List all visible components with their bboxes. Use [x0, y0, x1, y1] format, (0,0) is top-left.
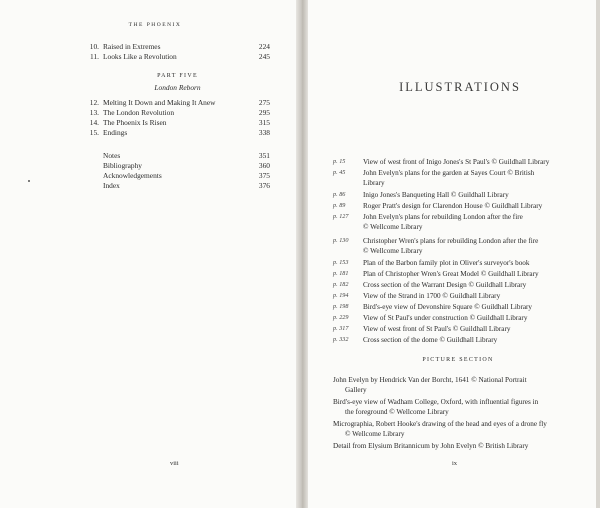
page-number-left: viii [170, 460, 179, 467]
part-label: PART FIVE [157, 73, 198, 79]
chapter-title: Endings [103, 128, 128, 137]
chapter-number: 15. [89, 128, 99, 137]
page-edge [596, 0, 600, 508]
illustration-page-ref: p. 89 [333, 202, 346, 209]
illustration-caption-continued: Library [363, 179, 385, 187]
toc-row [85, 98, 270, 108]
back-matter-title: Notes [103, 151, 121, 160]
toc-row [85, 42, 270, 52]
chapter-page: 275 [258, 98, 270, 107]
picture-caption: John Evelyn by Hendrick Van der Borcht, 1641 © National Portrait [333, 376, 527, 384]
illustration-caption: Plan of the Barbon family plot in Oliver's surveyor's book [363, 259, 530, 267]
picture-caption: Detail from Elysium Britannicum by John Evelyn © British Library [333, 442, 529, 450]
chapter-number: 13. [89, 108, 99, 117]
paper-speck [28, 180, 30, 182]
illustration-caption: Cross section of the Warrant Design © Guildhall Library [363, 281, 527, 289]
picture-caption-continued: © Wellcome Library [345, 430, 405, 438]
illustration-caption: Christopher Wren's plans for rebuilding London after the fire [363, 237, 539, 245]
illustration-caption-continued: © Wellcome Library [363, 247, 423, 255]
illustration-caption: Bird's-eye view of Devonshire Square © Guildhall Library [363, 303, 533, 311]
illustration-caption: View of west front of Inigo Jones's St Paul's © Guildhall Library [363, 158, 550, 166]
chapter-title: Melting It Down and Making It Anew [103, 98, 216, 107]
chapter-page: 245 [258, 52, 270, 61]
chapter-number: 11. [90, 52, 99, 61]
back-matter-row [103, 181, 270, 191]
picture-entry [333, 441, 588, 451]
toc-row [85, 118, 270, 128]
illustration-caption: View of the Strand in 1700 © Guildhall Library [363, 292, 501, 300]
illustration-caption: John Evelyn's plans for the garden at Sayes Court © British [363, 169, 535, 177]
toc-row [85, 108, 270, 118]
illustration-caption: Inigo Jones's Banqueting Hall © Guildhall Library [363, 191, 509, 199]
chapter-number: 10. [89, 42, 99, 51]
back-matter-page: 360 [258, 161, 270, 170]
section-heading: PICTURE SECTION [422, 357, 494, 363]
illustration-page-ref: p. 45 [333, 169, 346, 176]
part-title: London Reborn [154, 83, 201, 92]
back-matter-row [103, 171, 270, 181]
picture-entry [333, 419, 588, 439]
illustration-page-ref: p. 194 [333, 292, 349, 299]
picture-caption: Bird's-eye view of Wadham College, Oxford, with influential figures in [333, 398, 539, 406]
chapter-title: The Phoenix Is Risen [103, 118, 167, 127]
page-number-right: ix [452, 460, 458, 467]
chapter-title: Looks Like a Revolution [103, 52, 177, 61]
illustration-page-ref: p. 181 [333, 270, 349, 277]
running-head: THE PHOENIX [128, 22, 182, 28]
chapter-title: The London Revolution [103, 108, 175, 117]
picture-caption: Micrographia, Robert Hooke's drawing of the head and eyes of a drone fly [333, 420, 547, 428]
back-matter-page: 351 [258, 151, 270, 160]
illustration-caption: View of west front of St Paul's © Guildhall Library [363, 325, 511, 333]
illustration-caption: View of St Paul's under construction © Guildhall Library [363, 314, 528, 322]
chapter-number: 12. [89, 98, 99, 107]
toc-row [85, 52, 270, 62]
chapter-number: 14. [89, 118, 99, 127]
book-gutter [296, 0, 308, 508]
illustration-page-ref: p. 127 [333, 213, 349, 220]
back-matter-title: Bibliography [103, 161, 143, 170]
chapter-page: 315 [258, 118, 270, 127]
illustration-page-ref: p. 182 [333, 281, 349, 288]
back-matter-page: 375 [258, 171, 270, 180]
illustration-page-ref: p. 332 [333, 336, 349, 343]
illustration-caption-continued: © Wellcome Library [363, 223, 423, 231]
back-matter-title: Acknowledgements [103, 171, 162, 180]
chapter-page: 224 [258, 42, 270, 51]
picture-entry [333, 375, 588, 395]
picture-caption-continued: the foreground © Wellcome Library [345, 408, 449, 416]
illustration-caption: Roger Pratt's design for Clarendon House © Guildhall Library [363, 202, 543, 210]
illustration-page-ref: p. 153 [333, 259, 349, 266]
back-matter-row [103, 151, 270, 161]
illustration-page-ref: p. 86 [333, 191, 346, 198]
picture-entry [333, 397, 588, 417]
toc-row [85, 128, 270, 138]
back-matter-row [103, 161, 270, 171]
illustration-page-ref: p. 198 [333, 303, 349, 310]
illustration-page-ref: p. 317 [333, 325, 349, 332]
illustration-page-ref: p. 229 [333, 314, 349, 321]
back-matter-page: 376 [258, 181, 270, 190]
illustration-caption: Plan of Christopher Wren's Great Model © Guildhall Library [363, 270, 539, 278]
illustration-caption: Cross section of the dome © Guildhall Library [363, 336, 498, 344]
picture-caption-continued: Gallery [345, 386, 367, 394]
illustration-page-ref: p. 15 [333, 158, 346, 165]
illustration-caption: John Evelyn's plans for rebuilding London after the fire [363, 213, 523, 221]
back-matter-title: Index [103, 181, 120, 190]
chapter-title: Raised in Extremes [103, 42, 161, 51]
chapter-page: 295 [258, 108, 270, 117]
illustration-page-ref: p. 130 [333, 237, 349, 244]
page-title: ILLUSTRATIONS [399, 80, 521, 94]
chapter-page: 338 [258, 128, 270, 137]
